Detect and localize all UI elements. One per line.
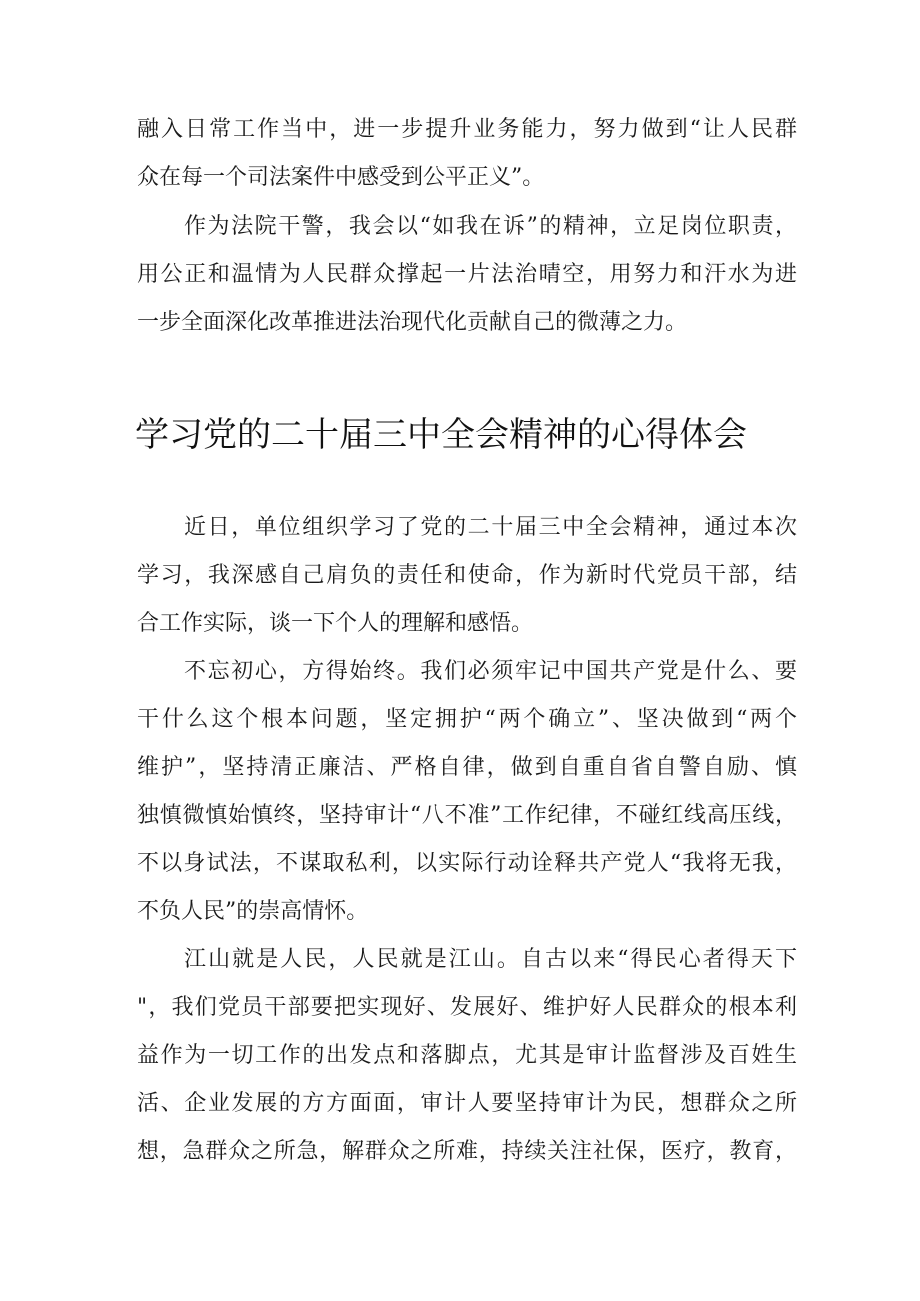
body-text-line: 一步全面深化改革推进法治现代化贡献自己的微薄之力。: [137, 310, 688, 335]
body-text-line: 益作为一切工作的出发点和落脚点，尤其是审计监督涉及百姓生: [137, 1043, 797, 1068]
body-text-line: 作为法院干警，我会以“如我在诉”的精神，立足岗位职责，: [184, 214, 797, 239]
body-text-line: 融入日常工作当中，进一步提升业务能力，努力做到“让人民群: [137, 117, 797, 142]
body-text-line: 江山就是人民，人民就是江山。自古以来“得民心者得天下: [184, 947, 797, 972]
body-text-line: 用公正和温情为人民群众撑起一片法治晴空，用努力和汗水为进: [137, 262, 797, 287]
body-text-line: 独慎微慎始慎终，坚持审计“八不准”工作纪律，不碰红线高压线，: [137, 803, 797, 828]
body-text-line: 维护”，坚持清正廉洁、严格自律，做到自重自省自警自励、慎: [137, 755, 797, 780]
body-text-line: 干什么这个根本问题，坚定拥护“两个确立”、坚决做到“两个: [137, 707, 797, 732]
article-title: 学习党的二十届三中全会精神的心得体会: [135, 415, 747, 455]
body-text-line: 活、企业发展的方方面面，审计人要坚持审计为民，想群众之所: [137, 1091, 797, 1116]
body-text-line: 众在每一个司法案件中感受到公平正义”。: [137, 165, 545, 190]
body-text-line: 不忘初心，方得始终。我们必须牢记中国共产党是什么、要: [184, 659, 797, 684]
body-text-line: "，我们党员干部要把实现好、发展好、维护好人民群众的根本利: [137, 995, 797, 1020]
body-text-line: 不以身试法，不谋取私利，以实际行动诠释共产党人“我将无我，: [137, 851, 797, 876]
body-text-line: 近日，单位组织学习了党的二十届三中全会精神，通过本次: [184, 515, 797, 540]
body-text-line: 想，急群众之所急，解群众之所难，持续关注社保，医疗，教育，: [137, 1139, 797, 1164]
body-text-line: 不负人民”的崇高情怀。: [137, 899, 369, 924]
body-text-line: 学习，我深感自己肩负的责任和使命，作为新时代党员干部，结: [137, 563, 797, 588]
body-text-line: 合工作实际，谈一下个人的理解和感悟。: [137, 611, 534, 636]
